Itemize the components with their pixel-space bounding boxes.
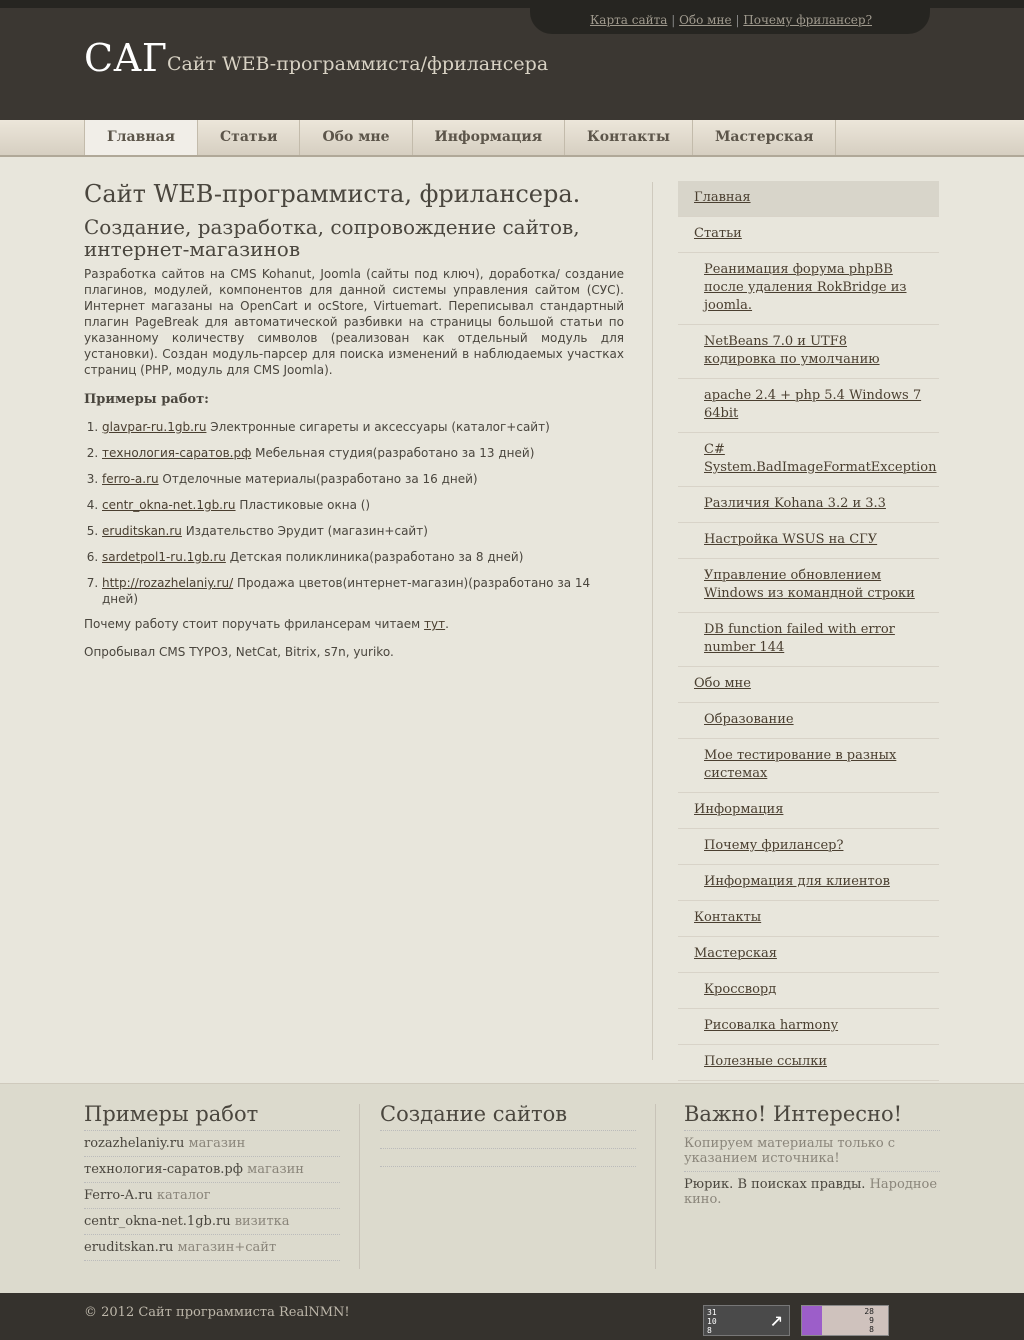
footer-empty-row — [380, 1131, 636, 1149]
why-paragraph — [84, 617, 624, 631]
sidebar-item[interactable] — [678, 937, 939, 973]
sidebar-item[interactable] — [678, 325, 939, 379]
example-item — [102, 575, 624, 607]
why-text: Почему работу стоит поручать фрилансерам читаем — [84, 617, 425, 631]
counter-value: 8 — [869, 1325, 874, 1334]
footer-example-site[interactable]: centr_okna-net.1gb.ru — [84, 1214, 231, 1229]
metrika-counter[interactable] — [801, 1305, 889, 1336]
footer-item-tag: Народное кино. — [684, 1177, 938, 1207]
sidebar-link[interactable]: Различия Kohana 3.2 и 3.3 — [704, 496, 886, 511]
sidebar-link[interactable]: Информация для клиентов — [704, 874, 890, 889]
sidebar-item[interactable] — [678, 1045, 939, 1081]
example-desc: Отделочные материалы(разработано за 16 дней) — [158, 472, 478, 486]
why-freelancer-link[interactable]: Почему фрилансер? — [743, 13, 873, 27]
sidebar-item[interactable] — [678, 667, 939, 703]
nav-about[interactable]: Обо мне — [300, 120, 412, 155]
example-item — [102, 419, 624, 435]
footer-example-row[interactable] — [84, 1209, 340, 1235]
sidebar-item[interactable] — [678, 181, 939, 217]
top-links: Карта сайта | Обо мне | Почему фрилансер? — [590, 13, 873, 27]
nav-info[interactable]: Информация — [413, 120, 566, 155]
bottom-bar — [0, 1293, 1024, 1340]
sidebar-item[interactable] — [678, 523, 939, 559]
sidebar-link[interactable]: Полезные ссылки — [704, 1054, 827, 1069]
sidebar-item[interactable] — [678, 379, 939, 433]
sidebar-item[interactable] — [678, 973, 939, 1009]
counter-value: 31 — [707, 1308, 717, 1317]
example-link[interactable]: glavpar-ru.1gb.ru — [102, 420, 207, 434]
example-desc: Продажа цветов(интернет-магазин)(разработано за 14 дней) — [102, 576, 591, 606]
footer-example-row[interactable] — [84, 1235, 340, 1261]
footer-example-site[interactable]: технология-саратов.рф — [84, 1162, 243, 1177]
site-slogan: Сайт WEB-программиста/фрилансера — [167, 53, 549, 75]
example-item — [102, 471, 624, 487]
footer-example-row[interactable] — [84, 1157, 340, 1183]
footer-example-site[interactable]: Ferro-A.ru — [84, 1188, 153, 1203]
sidebar-link[interactable]: Главная — [694, 190, 751, 205]
footer-creation-title: Создание сайтов — [380, 1102, 636, 1131]
example-desc: Детская поликлиника(разработано за 8 дней) — [225, 550, 524, 564]
why-link[interactable]: тут — [424, 617, 446, 631]
nav-workshop[interactable]: Мастерская — [693, 120, 837, 155]
examples-list — [84, 419, 624, 607]
footer-divider — [655, 1104, 656, 1269]
example-desc: Электронные сигареты и аксессуары (каталог+сайт) — [206, 420, 550, 434]
footer-note: Копируем материалы только с указанием источника! — [684, 1131, 940, 1172]
nav-articles[interactable]: Статьи — [198, 120, 300, 155]
sidebar-link[interactable]: apache 2.4 + php 5.4 Windows 7 64bit — [704, 388, 922, 421]
footer-example-row[interactable] — [84, 1183, 340, 1209]
example-desc: Мебельная студия(разработано за 13 дней) — [251, 446, 535, 460]
sidebar-link[interactable]: Почему фрилансер? — [704, 838, 844, 853]
footer-examples — [84, 1102, 340, 1261]
sidebar-link[interactable]: NetBeans 7.0 и UTF8 кодировка по умолчанию — [704, 334, 880, 367]
footer-empty-row — [380, 1149, 636, 1167]
footer-example-row[interactable] — [84, 1131, 340, 1157]
footer-example-type: каталог — [156, 1188, 211, 1203]
nav-contacts[interactable]: Контакты — [565, 120, 693, 155]
page-title: Сайт WEB-программиста, фрилансера. — [84, 180, 581, 208]
example-item — [102, 523, 624, 539]
tried-cms: Опробывал CMS TYPO3, NetCat, Bitrix, s7n, yuriko. — [84, 645, 394, 659]
visit-counter[interactable] — [703, 1305, 790, 1336]
main-content — [84, 180, 624, 673]
about-link[interactable]: Обо мне — [679, 13, 732, 27]
footer — [0, 1083, 1024, 1293]
counter-value: 8 — [707, 1326, 712, 1335]
footer-example-site[interactable]: eruditskan.ru — [84, 1240, 174, 1255]
sidebar-item[interactable] — [678, 1009, 939, 1045]
footer-example-type: визитка — [234, 1214, 290, 1229]
sidebar-item[interactable] — [678, 253, 939, 325]
sidebar-item[interactable] — [678, 559, 939, 613]
nav-home[interactable]: Главная — [84, 120, 198, 155]
sidebar-link[interactable]: Контакты — [694, 910, 762, 925]
example-link[interactable]: centr_okna-net.1gb.ru — [102, 498, 236, 512]
sidebar-item[interactable] — [678, 433, 939, 487]
counter-value: 9 — [869, 1316, 874, 1325]
footer-important — [684, 1102, 940, 1212]
header — [0, 0, 1024, 120]
footer-examples-title: Примеры работ — [84, 1102, 340, 1131]
example-item — [102, 549, 624, 565]
sidebar-menu — [678, 181, 939, 1081]
sidebar-link[interactable]: Реанимация форума phpBB после удаления RokBridge из joomla. — [704, 262, 907, 313]
why-end: . — [445, 617, 449, 631]
sidebar-item[interactable] — [678, 613, 939, 667]
arrow-up-right-icon: ↗ — [769, 1307, 783, 1332]
footer-example-site[interactable]: rozazhelaniy.ru — [84, 1136, 185, 1151]
example-link[interactable]: eruditskan.ru — [102, 524, 182, 538]
copyright: © 2012 Сайт программиста RealNMN! — [84, 1305, 350, 1320]
sidebar-link[interactable]: Мое тестирование в разных системах — [704, 748, 897, 781]
sidebar-link[interactable]: C# System.BadImageFormatException — [704, 442, 937, 475]
counter-value: 10 — [707, 1317, 717, 1326]
sidebar-link[interactable]: Обо мне — [694, 676, 751, 691]
sidebar-link[interactable]: Образование — [704, 712, 794, 727]
example-link[interactable]: http://rozazhelaniy.ru/ — [102, 576, 234, 590]
footer-example-type: магазин — [188, 1136, 246, 1151]
sidebar-link[interactable]: Управление обновлением Windows из командной строки — [704, 568, 915, 601]
sidebar-link[interactable]: Статьи — [694, 226, 742, 241]
sidebar-link[interactable]: Информация — [694, 802, 784, 817]
example-desc: Издательство Эрудит (магазин+сайт) — [181, 524, 428, 538]
sidebar-item[interactable] — [678, 829, 939, 865]
example-desc: Пластиковые окна () — [235, 498, 371, 512]
footer-item[interactable] — [684, 1172, 940, 1212]
example-link[interactable]: sardetpol1-ru.1gb.ru — [102, 550, 226, 564]
intro-text: Разработка сайтов на CMS Kohanut, Joomla (сайты под ключ), доработка/ создание плагинов, модулей, компонентов для данной системы управления сайтом (СУС). Интернет магазаны на OpenCart и ocStore, Virtuemart. Переписывал стандартный плагин PageBreak для автоматической разбивки на страницы большой статьи по указанному количеству символов (реализован как отдельный модуль для установки). Создан модуль-парсер для поиска изменений в наблюдаемых участках страниц (PHP, модуль для CMS Joomla). — [84, 267, 624, 377]
sidebar-item[interactable] — [678, 739, 939, 793]
sidebar-link[interactable]: Рисовалка harmony — [704, 1018, 839, 1033]
sidebar-link[interactable]: Мастерская — [694, 946, 777, 961]
sidebar-item[interactable] — [678, 217, 939, 253]
example-item — [102, 445, 624, 461]
sidebar-link[interactable]: DB function failed with error number 144 — [704, 622, 895, 655]
main-nav — [0, 120, 1024, 157]
footer-item-title[interactable]: Рюрик. В поисках правды. — [684, 1177, 866, 1192]
sidebar-item[interactable] — [678, 703, 939, 739]
logo[interactable]: САГ — [84, 36, 168, 80]
footer-divider — [359, 1104, 360, 1269]
column-divider — [652, 182, 653, 1060]
sitemap-link[interactable]: Карта сайта — [590, 13, 668, 27]
examples-heading: Примеры работ: — [84, 392, 209, 407]
example-link[interactable]: ferro-a.ru — [102, 472, 159, 486]
sidebar-item[interactable] — [678, 865, 939, 901]
example-item — [102, 497, 624, 513]
footer-example-type: магазин — [247, 1162, 304, 1177]
counter-value: 28 — [864, 1307, 874, 1316]
footer-creation — [380, 1102, 636, 1167]
example-link[interactable]: технология-саратов.рф — [102, 446, 252, 460]
sidebar-link[interactable]: Настройка WSUS на СГУ — [704, 532, 878, 547]
sidebar-link[interactable]: Кроссворд — [704, 982, 777, 997]
sidebar-item[interactable] — [678, 901, 939, 937]
sidebar-item[interactable] — [678, 487, 939, 523]
footer-important-title: Важно! Интересно! — [684, 1102, 940, 1131]
sidebar-item[interactable] — [678, 793, 939, 829]
footer-example-type: магазин+сайт — [177, 1240, 277, 1255]
bar-chart-icon — [802, 1306, 822, 1335]
page-subtitle: Создание, разработка, сопровождение сайтов, интернет-магазинов — [84, 215, 580, 261]
